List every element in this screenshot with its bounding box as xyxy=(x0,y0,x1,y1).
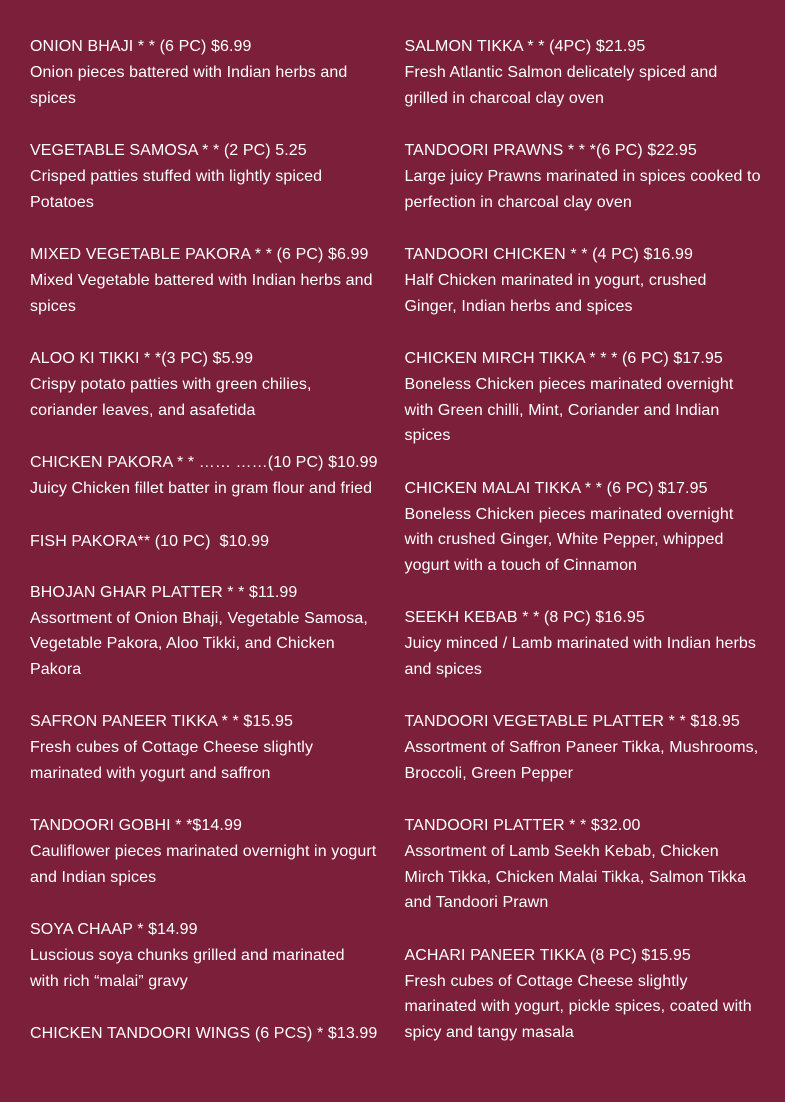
menu-item-title: ACHARI PANEER TIKKA (8 PC) $15.95 xyxy=(404,946,691,964)
menu-item-description: Boneless Chicken pieces marinated overnight with Green chilli, Mint, Coriander and Indian spices xyxy=(404,376,734,444)
menu-item xyxy=(30,452,377,502)
menu-item xyxy=(405,711,762,786)
menu-item-description: Crisped patties stuffed with lightly spiced Potatoes xyxy=(30,168,323,211)
menu-item xyxy=(30,919,377,994)
menu-column-left xyxy=(30,36,377,1074)
menu-item-description: Fresh cubes of Cottage Cheese slightly marinated with yogurt, pickle spices, coated with spicy and tangy masala xyxy=(404,972,752,1041)
menu-item-title: CHICKEN TANDOORI WINGS (6 PCS) * $13.99 xyxy=(30,1025,378,1042)
menu-item xyxy=(405,478,762,579)
menu-item-description: Juicy minced / Lamb marinated with Indian herbs and spices xyxy=(404,635,757,678)
menu-item xyxy=(405,244,762,319)
menu-item-description: Mixed Vegetable battered with Indian herbs and spices xyxy=(30,272,373,315)
menu-item-title: SOYA CHAAP * $14.99 xyxy=(30,921,198,938)
menu-item-description: Onion pieces battered with Indian herbs and spices xyxy=(30,64,348,107)
menu-item-title: BHOJAN GHAR PLATTER * * $11.99 xyxy=(30,583,298,601)
menu-item xyxy=(30,711,377,786)
menu-item-description: Crispy potato patties with green chilies, coriander leaves, and asafetida xyxy=(30,376,312,419)
menu-item-title: MIXED VEGETABLE PAKORA * * (6 PC) $6.99 xyxy=(30,246,369,263)
menu-item-description: Fresh cubes of Cottage Cheese slightly marinated with yogurt and saffron xyxy=(30,739,314,782)
menu-item-title: ALOO KI TIKKI * *(3 PC) $5.99 xyxy=(30,350,254,367)
menu-item-description: Boneless Chicken pieces marinated overnight with crushed Ginger, White Pepper, whipped yogurt with a touch of Cinnamon xyxy=(404,505,734,574)
menu-item-title: VEGETABLE SAMOSA * * (2 PC) 5.25 xyxy=(30,142,307,159)
menu-item-title: SEEKH KEBAB * * (8 PC) $16.95 xyxy=(404,609,645,626)
menu-item xyxy=(30,531,377,553)
menu-item-description: Assortment of Onion Bhaji, Vegetable Samosa, Vegetable Pakora, Aloo Tikki, and Chicken Pakora xyxy=(30,609,368,678)
menu-item xyxy=(30,582,377,683)
menu-column-right xyxy=(405,36,762,1074)
menu-item-description: Half Chicken marinated in yogurt, crushed Ginger, Indian herbs and spices xyxy=(404,272,707,315)
menu-item xyxy=(30,348,377,423)
menu-item xyxy=(405,36,762,111)
menu-item xyxy=(405,348,762,449)
menu-item xyxy=(405,140,762,215)
menu-item-title: CHICKEN PAKORA * * …… ……(10 PC) $10.99 xyxy=(30,454,378,471)
menu-item-title: CHICKEN MALAI TIKKA * * (6 PC) $17.95 xyxy=(404,479,708,497)
menu-item-description: Fresh Atlantic Salmon delicately spiced and grilled in charcoal clay oven xyxy=(404,64,718,107)
menu-item xyxy=(30,244,377,319)
menu-item-title: SALMON TIKKA * * (4PC) $21.95 xyxy=(404,38,646,55)
menu-item xyxy=(405,607,762,682)
menu-item-title: CHICKEN MIRCH TIKKA * * * (6 PC) $17.95 xyxy=(404,350,723,367)
menu-item xyxy=(30,36,377,111)
menu-item-title: SAFRON PANEER TIKKA * * $15.95 xyxy=(30,713,293,730)
menu-item-description: Luscious soya chunks grilled and marinated with rich “malai” gravy xyxy=(30,947,345,990)
menu-item-description: Large juicy Prawns marinated in spices cooked to perfection in charcoal clay oven xyxy=(404,168,761,211)
menu-item-title: TANDOORI PLATTER * * $32.00 xyxy=(404,817,641,834)
menu-item-description: Assortment of Saffron Paneer Tikka, Mushrooms, Broccoli, Green Pepper xyxy=(404,739,759,782)
menu-item xyxy=(405,945,762,1046)
menu-item xyxy=(30,1023,377,1045)
menu-item-title: TANDOORI GOBHI * *$14.99 xyxy=(30,817,242,834)
menu-item-title: TANDOORI PRAWNS * * *(6 PC) $22.95 xyxy=(404,142,697,159)
menu-item xyxy=(405,815,762,916)
menu-item-title: ONION BHAJI * * (6 PC) $6.99 xyxy=(30,38,252,55)
menu-item-title: FISH PAKORA** (10 PC) $10.99 xyxy=(30,532,270,550)
menu-item xyxy=(30,140,377,215)
menu-item-description: Juicy Chicken fillet batter in gram flour and fried xyxy=(30,480,373,497)
menu-item-title: TANDOORI VEGETABLE PLATTER * * $18.95 xyxy=(404,713,740,730)
menu-item xyxy=(30,815,377,890)
menu-item-description: Cauliflower pieces marinated overnight in yogurt and Indian spices xyxy=(30,843,377,886)
menu-item-description: Assortment of Lamb Seekh Kebab, Chicken Mirch Tikka, Chicken Malai Tikka, Salmon Tikka and Tandoori Prawn xyxy=(404,843,747,911)
menu-item-title: TANDOORI CHICKEN * * (4 PC) $16.99 xyxy=(404,246,694,263)
menu-columns xyxy=(30,36,761,1074)
